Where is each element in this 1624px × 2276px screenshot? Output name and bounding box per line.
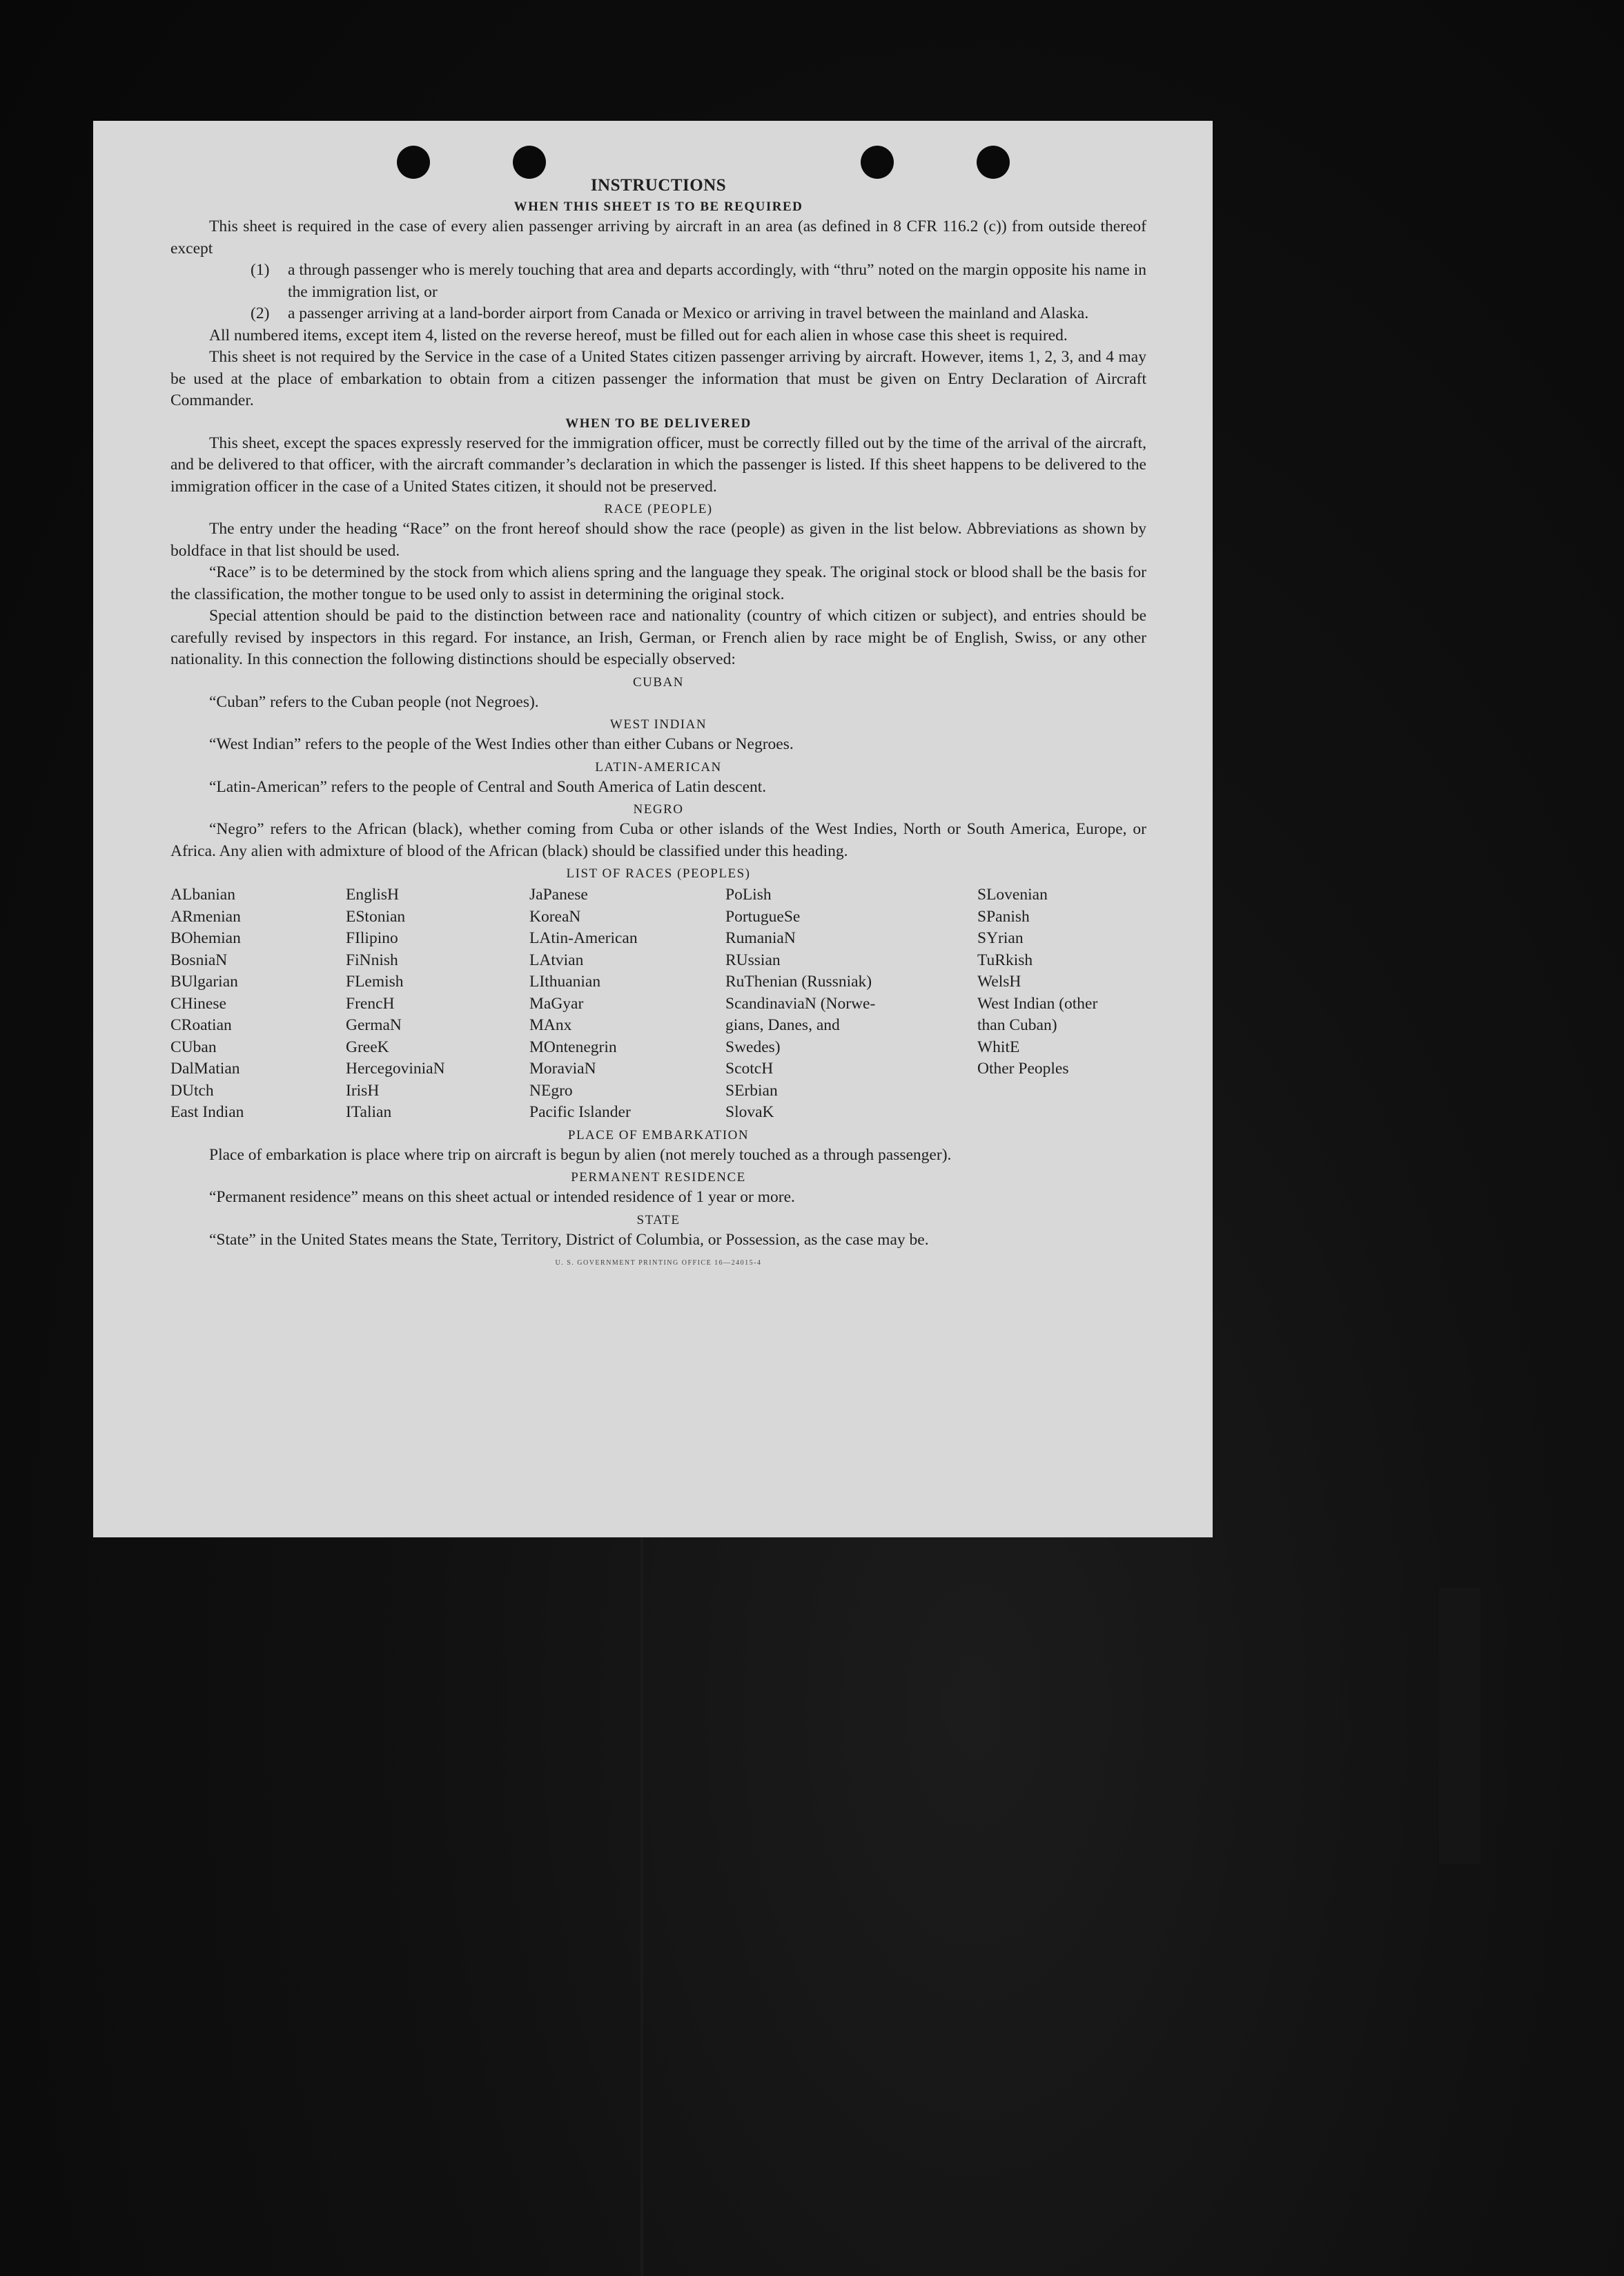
paragraph: All numbered items, except item 4, listed on the reverse hereof, must be filled out for each alien in whose case this sheet is required. [209, 326, 1068, 344]
race-entry: WhitE [977, 1038, 1020, 1056]
punch-hole-4 [977, 146, 1010, 179]
race-entry: ALbanian [170, 886, 235, 904]
races-heading: LIST OF RACES (PEOPLES) [566, 866, 751, 881]
section-heading: WEST INDIAN [609, 717, 707, 732]
section-heading: RACE (PEOPLE) [604, 502, 713, 516]
list-item [170, 260, 1146, 303]
race-entry: BosniaN [170, 951, 228, 969]
item-number: (1) [251, 261, 270, 279]
race-entry: LIthuanian [529, 973, 601, 991]
race-entry: EStonian [346, 907, 406, 926]
race-entry: FLemish [346, 973, 404, 991]
race-entry: TuRkish [977, 951, 1033, 969]
race-entry: West Indian (other than Cuban) [977, 994, 1098, 1034]
race-entry: PoLish [725, 886, 772, 904]
race-entry: WelsH [977, 973, 1021, 991]
races-column [170, 884, 346, 1124]
paragraph: Special attention should be paid to the distinction between race and nationality (country of which citizen or subject), and entries should be carefully revised by inspectors in this regard. For instance, an Irish, German, or French alien by race might be of English, Swiss, or any other nationality. In this connection the following distinctions should be especially observed: [170, 607, 1146, 668]
punch-hole-3 [861, 146, 894, 179]
race-entry: Pacific Islander [529, 1103, 631, 1121]
race-entry: ScandinaviaN (Norwe- gians, Danes, and Swedes) [725, 994, 876, 1056]
section-heading: CUBAN [632, 674, 684, 690]
race-entry: EnglisH [346, 886, 400, 904]
instruction-sheet [93, 121, 1213, 1537]
item-number: (2) [251, 304, 270, 322]
races-column [977, 884, 1157, 1124]
race-entry: FIlipino [346, 929, 398, 947]
race-entry: MOntenegrin [529, 1038, 617, 1056]
races-list [170, 884, 1146, 1124]
race-entry: FrencH [346, 994, 395, 1013]
race-entry: ARmenian [170, 907, 241, 926]
page-title: INSTRUCTIONS [590, 176, 727, 195]
races-column [725, 884, 977, 1124]
race-entry: IrisH [346, 1081, 380, 1100]
paragraph: “Latin-American” refers to the people of Central and South America of Latin descent. [209, 777, 767, 796]
race-entry: SPanish [977, 907, 1030, 926]
race-entry: East Indian [170, 1103, 244, 1121]
race-entry: ScotcH [725, 1060, 774, 1078]
race-entry: SYrian [977, 929, 1024, 947]
scan-shadow-band [1439, 1588, 1480, 1864]
section-heading: LATIN-AMERICAN [595, 759, 722, 775]
race-entry: JaPanese [529, 886, 588, 904]
scan-seam [640, 1537, 643, 2276]
race-entry: DalMatian [170, 1060, 240, 1078]
race-entry: MAnx [529, 1016, 572, 1034]
race-entry: ITalian [346, 1103, 392, 1121]
section-heading: STATE [636, 1212, 681, 1227]
race-entry: GermaN [346, 1016, 402, 1034]
race-entry: RumaniaN [725, 929, 796, 947]
races-column [346, 884, 529, 1124]
section-heading: WHEN THIS SHEET IS TO BE REQUIRED [513, 200, 803, 214]
printer-imprint: U. S. GOVERNMENT PRINTING OFFICE 16—24015-4 [555, 1259, 762, 1267]
race-entry: KoreaN [529, 907, 581, 926]
race-entry: MaGyar [529, 994, 584, 1013]
race-entry: MoraviaN [529, 1060, 596, 1078]
list-item [170, 303, 1146, 325]
paragraph: “Cuban” refers to the Cuban people (not Negroes). [209, 692, 539, 711]
race-entry: SlovaK [725, 1103, 774, 1121]
race-entry: CHinese [170, 994, 226, 1013]
item-text: a through passenger who is merely touching that area and departs accordingly, with “thru” noted on the margin opposite his name in the immigration list, or [288, 261, 1146, 301]
race-entry: FiNnish [346, 951, 398, 969]
race-entry: RUssian [725, 951, 781, 969]
paragraph: This sheet, except the spaces expressly reserved for the immigration officer, must be correctly filled out by the time of the arrival of the aircraft, and be delivered to that officer, with the aircraft commander’s declaration in which the passenger is listed. If this sheet happens to be delivered to the immigration officer in the case of a United States citizen, it should not be preserved. [170, 434, 1146, 496]
paragraph: This sheet is not required by the Service in the case of a United States citizen passenger arriving by aircraft. However, items 1, 2, 3, and 4 may be used at the place of embarkation to obtain from a citizen passenger the information that must be given on Entry Declaration of Aircraft Commander. [170, 348, 1146, 409]
paragraph: The entry under the heading “Race” on the front hereof should show the race (people) as given in the list below. Abbreviations as shown by boldface in that list should be used. [170, 520, 1146, 560]
race-entry: GreeK [346, 1038, 389, 1056]
race-entry: CUban [170, 1038, 217, 1056]
races-column [529, 884, 725, 1124]
race-entry: RuThenian (Russniak) [725, 973, 872, 991]
race-entry: Other Peoples [977, 1060, 1069, 1078]
punch-hole-2 [513, 146, 546, 179]
paragraph: “State” in the United States means the State, Territory, District of Columbia, or Possession, as the case may be. [209, 1230, 929, 1249]
punch-hole-1 [397, 146, 430, 179]
paragraph: This sheet is required in the case of every alien passenger arriving by aircraft in an area (as defined in 8 CFR 116.2 (c)) from outside thereof except [170, 217, 1146, 257]
race-entry: NEgro [529, 1081, 573, 1100]
paragraph: Place of embarkation is place where trip on aircraft is begun by alien (not merely touched as a through passenger). [209, 1145, 952, 1164]
race-entry: LAtvian [529, 951, 584, 969]
race-entry: SLovenian [977, 886, 1048, 904]
race-entry: DUtch [170, 1081, 214, 1100]
section-heading: PLACE OF EMBARKATION [567, 1127, 750, 1142]
paragraph: “West Indian” refers to the people of the West Indies other than either Cubans or Negroes. [209, 735, 794, 753]
race-entry: HercegoviniaN [346, 1060, 445, 1078]
race-entry: BOhemian [170, 929, 241, 947]
section-heading: PERMANENT RESIDENCE [571, 1170, 746, 1185]
paragraph: “Negro” refers to the African (black), whether coming from Cuba or other islands of the West Indies, North or South America, Europe, or Africa. Any alien with admixture of blood of the African (black) should be classified under this heading. [170, 820, 1146, 860]
paragraph: “Race” is to be determined by the stock from which aliens spring and the language they speak. The original stock or blood shall be the basis for the classification, the mother tongue to be used only to assist in determining the original stock. [170, 563, 1146, 603]
race-entry: CRoatian [170, 1016, 232, 1034]
race-entry: LAtin-American [529, 929, 638, 947]
section-heading: NEGRO [633, 802, 684, 817]
section-heading: WHEN TO BE DELIVERED [565, 416, 752, 431]
item-text: a passenger arriving at a land-border airport from Canada or Mexico or arriving in travel between the mainland and Alaska. [288, 304, 1089, 322]
race-entry: PortugueSe [725, 907, 801, 926]
paragraph: “Permanent residence” means on this sheet actual or intended residence of 1 year or more. [209, 1188, 795, 1206]
race-entry: SErbian [725, 1081, 778, 1100]
race-entry: BUlgarian [170, 973, 238, 991]
